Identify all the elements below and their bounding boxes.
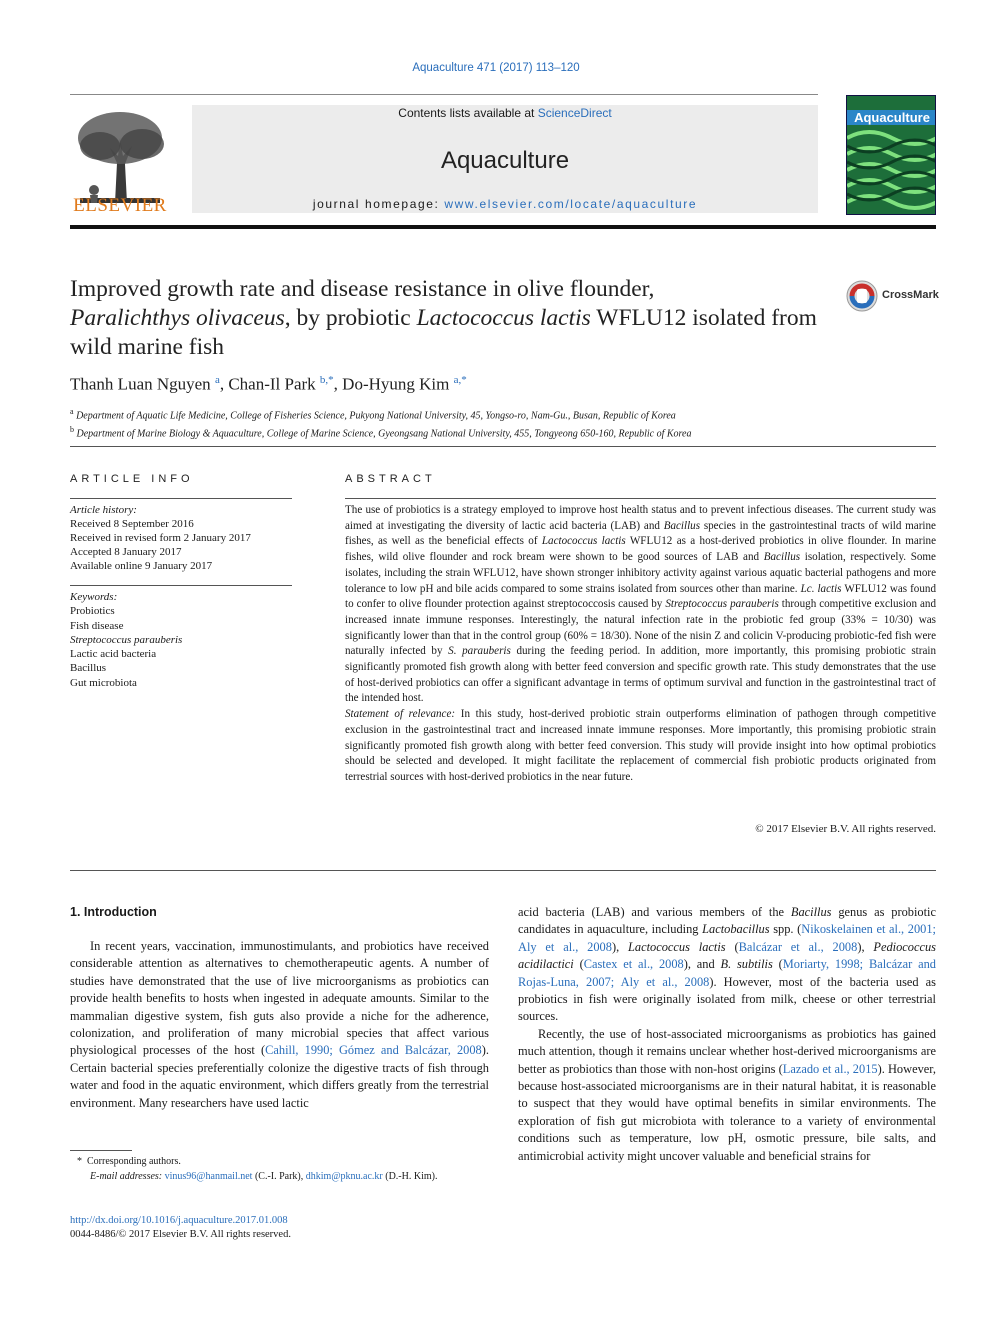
doi-block <box>70 1214 291 1242</box>
abstract-text: The use of probiotics is a strategy employed to improve host health status and to prevent infectious diseases. The current study was aimed at investigating the diversity of lactic acid bacteria (LAB) and Bacillus species in the gastrointestinal tracts of wild marine fishes, as well as the beneficial effects of Lactococcus lactis WFLU12 as a host-derived probiotics in olive flounder. In marine fishes, wild olive flounder and rock bream were shown to be good sources of LAB and Bacillus isolation, respectively. Some isolates, including the strain WFLU12, have shown stronger inhibitory activity against various aquatic bacterial pathogens and more tolerance to low pH and bile acids compared to some strains isolated from sources other than marine. Lc. lactis WFLU12 was found to confer to olive flounder protection against streptococcosis caused by Streptococcus parauberis through competitive exclusion and increased innate immune responses. Interestingly, the natural infection rate in the probiotic fed group (33% = 10/30) was significantly lower than that in the control group (60% = 18/30). None of the nisin Z and colicin V-producing probiotic-fed fish were naturally infected by S. parauberis during the feeding period. In addition, more importantly, this promising probiotic strain significantly promoted fish growth along with better feed conversion and specific growth rate. This study demonstrates that the use of host-derived probiotics can offer a significant advantage in terms of optimum survival and function in the gastrointestinal tract of the intended host. Statement of relevance: In this study, host-derived probiotic strain outperforms elimination of pathogen through competitive exclusion in the gastrointestinal tract and increased innate immune responses. More importantly, this promising probiotic strain significantly promoted fish growth along with better feed conversion. This study will provide insight into how optimal probiotics should be selected and developed. It might facilitate the replacement of commercial fish probiotic products originated from terrestrial sources with host-derived probiotics in the near future. <box>345 504 937 783</box>
keyword-item: Lactic acid bacteria <box>70 648 157 661</box>
journal-citation[interactable]: Aquaculture 471 (2017) 113–120 <box>412 62 580 74</box>
journal-cover[interactable] <box>846 95 936 215</box>
section-rule <box>70 870 936 871</box>
citation-link[interactable]: Lazado et al., 2015 <box>782 1061 878 1076</box>
publisher-name: ELSEVIER <box>73 195 167 216</box>
journal-title: Aquaculture <box>440 147 570 174</box>
title-bacterium: Lactococcus lactis <box>416 305 591 331</box>
article-title <box>70 275 830 362</box>
paragraph: Recently, the use of host-associated microorganisms as probiotics has gained much attention, though it remains unclear whether host-derived microorganisms are better as probiotics than those with non-host origins (Lazado et al., 2015). However, because host-associated microorganisms are in their natural habitat, it is reasonable to suspect that they would have optimal benefits in similar environments. The exploration of fish gut microbiota with tolerance to a variety of environmental conditions such as temperature, low pH, osmotic pressure, bile salts, and antimicrobial activity might uncover valuable and beneficial strains for <box>518 1026 936 1163</box>
history-item: Available online 9 January 2017 <box>70 560 213 572</box>
abstract-heading: ABSTRACT <box>345 473 436 485</box>
footnote-rule <box>70 1150 132 1151</box>
title-part2: , by probiotic <box>284 305 417 331</box>
abstract-rule <box>345 498 936 499</box>
affiliation-marker: a <box>70 407 74 416</box>
keywords <box>70 590 292 690</box>
author-name[interactable]: Chan-Il Park <box>228 374 316 394</box>
keywords-label: Keywords: <box>70 591 118 603</box>
paragraph: acid bacteria (LAB) and various members of the Bacillus genus as probiotic candidates in aquaculture, including Lactobacillus spp. (Nikoskelainen et al., 2001; Aly et al., 2008), Lactococcus lactis (Balcázar et al., 2008), Pediococcus acidilactici (Castex et al., 2008), and B. subtilis (Moriarty, 1998; Balcázar and Rojas-Luna, 2007; Aly et al., 2008). However, most of the bacteria used as probiotics in fish were originally isolated from milk, cheese or other terrestrial sources. <box>518 905 937 1024</box>
author-affil-marker[interactable]: b,* <box>319 374 334 386</box>
corresponding-text: Corresponding authors. <box>87 1156 181 1167</box>
affiliation-text: Department of Aquatic Life Medicine, College of Fisheries Science, Pukyong National University, 45, Yongso-ro, Nam-Gu., Busan, Republic of Korea <box>76 410 676 422</box>
keyword-item: Gut microbiota <box>70 676 137 689</box>
author-name[interactable]: Do-Hyung Kim <box>342 374 450 394</box>
keyword-item: Streptococcus parauberis <box>70 633 183 646</box>
footnotes <box>70 1154 489 1184</box>
abstract-copyright: © 2017 Elsevier B.V. All rights reserved. <box>755 823 936 835</box>
corresponding-note: * Corresponding authors. <box>72 1156 181 1167</box>
email-link[interactable]: vinus96@hanmail.net <box>164 1171 253 1182</box>
article-history <box>70 503 292 573</box>
masthead-rule <box>70 225 936 229</box>
info-rule <box>70 585 292 586</box>
article-info-heading: ARTICLE INFO <box>70 473 194 485</box>
info-rule <box>70 498 292 499</box>
citation-link[interactable]: Castex et al., 2008 <box>583 957 684 972</box>
citation-link[interactable]: Cahill, 1990; Gómez and Balcázar, 2008 <box>265 1043 482 1058</box>
contents-prefix: Contents lists available at <box>398 106 538 120</box>
citation-link[interactable]: Nikoskelainen et al., 2001; Aly et al., 2008 <box>518 922 937 954</box>
citation-link[interactable]: Moriarty, 1998; Balcázar and Rojas-Luna, 2007; Aly et al., 2008 <box>518 957 936 989</box>
homepage-prefix: journal homepage: <box>312 197 445 211</box>
affiliation-item <box>70 423 936 441</box>
homepage-link[interactable]: www.elsevier.com/locate/aquaculture <box>444 197 698 211</box>
author-list: Thanh Luan Nguyen $^a$, Chan-Il Park $^{b,*}$, Do-Hyung Kim $^{a,*}$ <box>70 374 467 394</box>
history-item: Accepted 8 January 2017 <box>70 546 182 558</box>
crossmark-icon <box>846 280 878 312</box>
author-affil-marker[interactable]: a,* <box>453 374 467 386</box>
homepage-line <box>192 197 818 211</box>
cover-title: Aquaculture <box>847 110 936 125</box>
affiliations <box>70 405 936 442</box>
email-link[interactable]: dhkim@pknu.ac.kr <box>305 1171 383 1182</box>
email-note <box>70 1169 489 1184</box>
masthead <box>70 95 936 230</box>
affiliation-item <box>70 405 936 423</box>
author-name[interactable]: Thanh Luan Nguyen <box>70 374 211 394</box>
section-heading: 1. Introduction <box>70 905 157 919</box>
affiliation-text: Department of Marine Biology & Aquaculture, College of Marine Science, Gyeongsang National University, 455, Tongyeong 650-160, Republic of Korea <box>76 428 692 440</box>
cover-pattern-icon <box>847 128 936 215</box>
keyword-item: Fish disease <box>70 619 124 632</box>
affiliation-marker: b <box>70 425 74 435</box>
title-part1: Improved growth rate and disease resistance in olive flounder, <box>70 276 655 302</box>
author-affil-marker[interactable]: a <box>214 374 220 386</box>
contents-line <box>192 106 818 120</box>
history-label: Article history: <box>70 504 137 516</box>
journal-info-box <box>192 105 818 213</box>
title-species: Paralichthys olivaceus <box>70 305 285 331</box>
keyword-item: Bacillus <box>70 662 107 675</box>
crossmark-label: CrossMark <box>882 289 939 301</box>
crossmark-badge[interactable] <box>846 280 939 310</box>
keyword-item: Probiotics <box>70 605 115 618</box>
issn-line: 0044-8486/© 2017 Elsevier B.V. All rights reserved. <box>70 1229 291 1240</box>
body-column-right <box>518 904 936 1165</box>
history-item: Received in revised form 2 January 2017 <box>70 532 251 544</box>
citation-link[interactable]: Balcázar et al., 2008 <box>738 939 858 954</box>
sciencedirect-link[interactable]: ScienceDirect <box>537 106 612 120</box>
title-part3: WFLU12 isolated from wild marine fish <box>70 305 817 360</box>
history-item: Received 8 September 2016 <box>70 518 194 530</box>
doi-link[interactable]: http://dx.doi.org/10.1016/j.aquaculture.2017.01.008 <box>70 1215 288 1226</box>
body-column-left: In recent years, vaccination, immunostimulants, and probiotics have received considerable attention as alternatives to chemotherapeutic agents. A number of studies have demonstrated that the use of live microorganisms as probiotics can provide health benefits to hosts when ingested in adequate amounts. Similar to the mammalian digestive system, fish guts also provide a niche for the adherence, colonization, and proliferation of many microbial species that affect various physiological processes of the host (Cahill, 1990; Gómez and Balcázar, 2008). Certain bacterial species preferentially colonize the digestive tracts of fish through water and food in the aquatic environment, which differs greatly from the terrestrial environment. Many researchers have used lactic <box>70 939 489 1110</box>
email-owner: (D.-H. Kim). <box>382 1171 438 1182</box>
email-owner: (C.-I. Park), <box>252 1171 306 1182</box>
section-rule <box>70 446 936 447</box>
email-label: E-mail addresses: <box>90 1171 163 1182</box>
